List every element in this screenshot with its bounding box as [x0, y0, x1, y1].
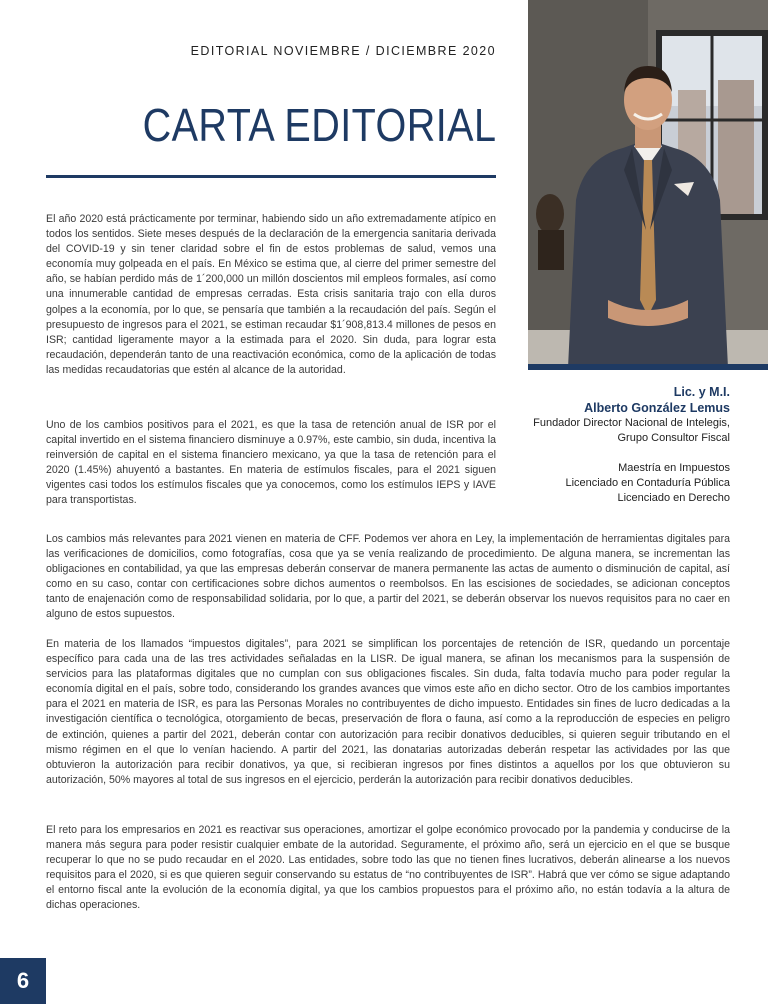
author-photo	[528, 0, 768, 368]
body-paragraph-4: En materia de los llamados “impuestos digitales”, para 2021 se simplifican los porcentajes de retención de ISR, quedando un porcentaje específico para cada una de las tres actividades señaladas en la LISR. De igual manera, se afinan los mecanismos para la suspensión de servicios para las plataformas digitales que no cumplan con sus obligaciones fiscales. Sin duda, falta todavía mucho para poder regular la economía digital en el país, sobre todo, considerando los grandes avances que vimos este año en dicho sector. Otro de los cambios importantes para el 2021 en materia de ISR, es para las Personas Morales no contribuyentes de dicho impuesto. Entidades sin fines de lucro dedicadas a la investigación científica o tecnológica, otorgamiento de becas, preservación de flora o fauna, así como a la reproducción de especies en peligro de extinción, quienes a partir del 2021, deberán contar con autorización para recibir donativos deducibles, si quieren seguir tributando en el mismo régimen en el que lo venían haciendo. A partir del 2021, las donatarias autorizadas deberán respetar las actividades por las que obtuvieron la autorización para recibir donativos, ya que, si recibieran ingresos por fines distintos a aquellos por los que obtuvieron su autorización, 50% mayores al total de sus ingresos en el ejercicio, perderán la autorización para recibir donativos deducibles.	[46, 638, 730, 786]
author-role-1: Fundador Director Nacional de Intelegis,	[533, 417, 730, 429]
author-degree-1: Maestría en Impuestos	[618, 462, 730, 474]
page-title: CARTA EDITORIAL	[142, 99, 496, 151]
author-title: Lic. y M.I.	[673, 385, 730, 399]
author-fullname: Alberto González Lemus	[584, 401, 730, 415]
body-paragraph-3: Los cambios más relevantes para 2021 vienen en materia de CFF. Podemos ver ahora en Ley, la implementación de herramientas digitales para las verificaciones de domicilios, como fotografías, cosa que ya se venía realizando de procedimiento. De alguna manera, se incrementan las obligaciones en contabilidad, ya que las empresas deberán conservar de manera permanente las actas de aumento o disminución de capital, así como en su caso, contar con certificaciones sobre dichos aumentos o reembolsos. En las escisiones de sociedades, se adicionan conceptos tanto de enajenación como de responsabilidad solidaria, por lo que, a partir del 2021, se deberán observar los nuevos requisitos para no caer en alguno de estos supuestos.	[46, 533, 730, 621]
author-roles	[533, 416, 730, 446]
author-degree-3: Licenciado en Derecho	[617, 492, 730, 504]
author-degree-2: Licenciado en Contaduría Pública	[565, 477, 730, 489]
body-paragraph-2: Uno de los cambios positivos para el 2021, es que la tasa de retención anual de ISR por el capital invertido en el sistema financiero disminuye a 0.97%, este cambio, sin duda, incentiva la reinversión de capital en el sistema financiero mexicano, ya que la tasa de retención para el 2020 (1.45%) ahuyentó a bastantes. En materia de estímulos fiscales, para el 2021 siguen vigentes casi todos los estímulos fiscales que ya conocemos, como los estímulos IEPS y IAVE para transportistas.	[46, 419, 496, 507]
body-paragraph-1: El año 2020 está prácticamente por terminar, habiendo sido un año extremadamente atípico en todos los sentidos. Siete meses después de la declaración de la emergencia sanitaria derivada del COVID-19 y sin tener claridad sobre el fin de estos problemas de salud, vemos una economía muy golpeada en el país. En México se estima que, al cierre del primer semestre del año, se habían perdido más de 1´200,000 un millón doscientos mil empleos formales, así como una innumerable cantidad de empresas cerradas. Esta crisis sanitaria trajo con ella duros golpes a la economía, por lo que, se pensaría que también a la recaudación del país. Según el presupuesto de ingresos para el 2021, se estiman recaudar $1´908,813.4 millones de pesos en ISR; cantidad ligeramente mayor a la estimada para el 2020. Sin duda, para lograr esta recaudación, dependerán tanto de una reactivación económica, como de la aplicación de todas las medidas recaudatorias que estén al alcance de la autoridad.	[46, 213, 496, 376]
page-number: 6	[0, 958, 46, 1004]
author-name	[584, 384, 730, 416]
author-degrees	[565, 461, 730, 506]
issue-kicker: EDITORIAL NOVIEMBRE / DICIEMBRE 2020	[190, 44, 496, 58]
photo-accent-bar	[528, 364, 768, 370]
body-paragraph-5: El reto para los empresarios en 2021 es reactivar sus operaciones, amortizar el golpe económico provocado por la pandemia y conducirse de la manera más segura para poder resistir cualquier embate de la autoridad. Seguramente, el próximo año, será un ejercicio en el que se busque recuperar lo que no se pudo recaudar en el 2020. Las entidades, sobre todo las que no tienen fines lucrativos, deberán alinearse a los nuevos requisitos para el 2020, si es que quieren seguir conservando su estatus de “no contribuyentes de ISR”. Habrá que ver cómo se sigue adaptando el entorno fiscal ante la evolución de la economía digital, ya que los cambios propuestos para el próximo año, no están todavía a la altura de dichas operaciones.	[46, 824, 730, 912]
title-divider	[46, 175, 496, 178]
author-role-2: Grupo Consultor Fiscal	[617, 432, 730, 444]
